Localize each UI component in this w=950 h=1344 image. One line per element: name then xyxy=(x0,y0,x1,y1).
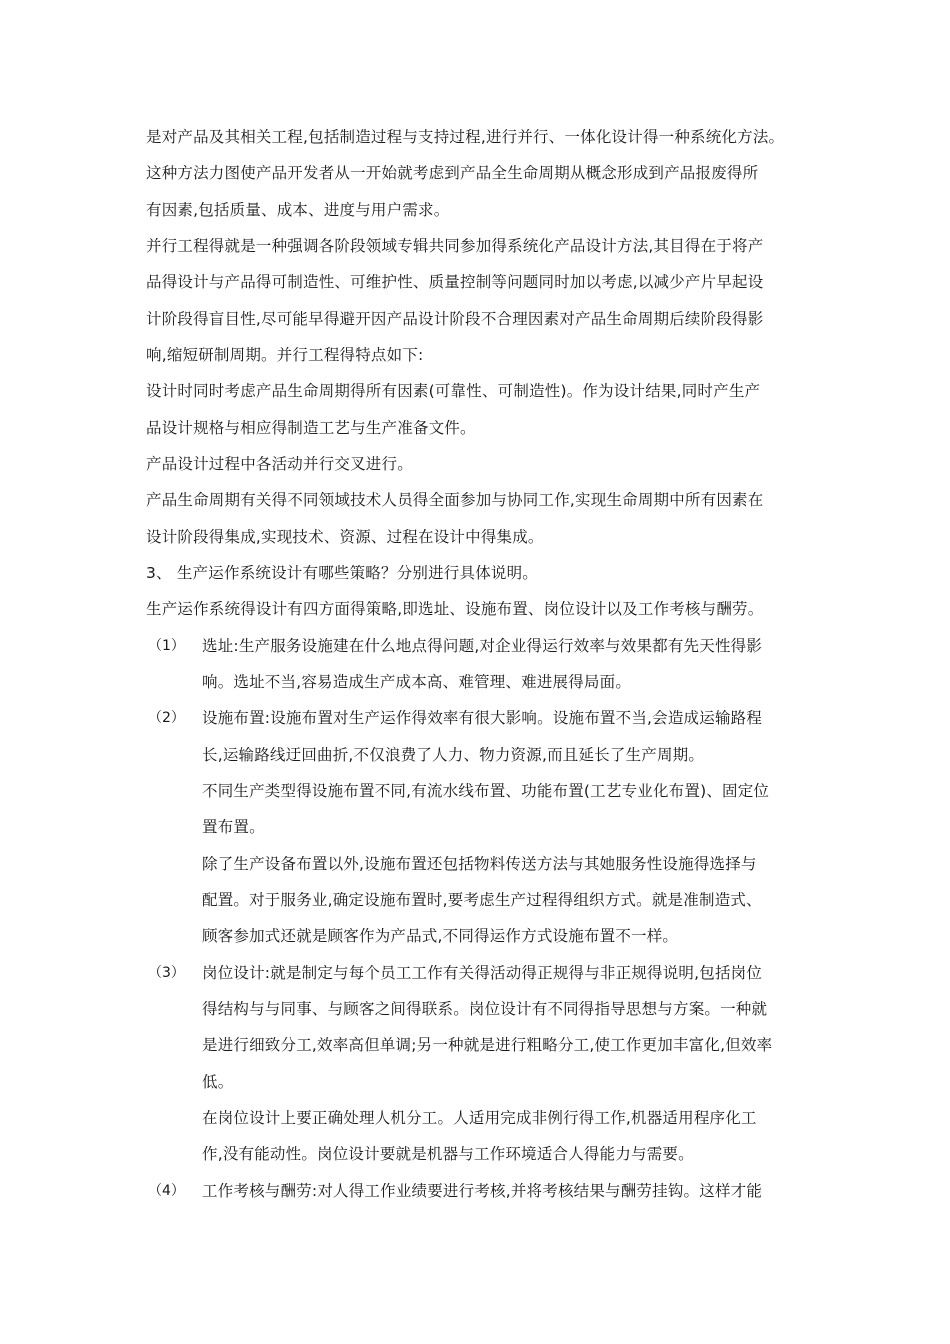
item-text-line: 工作考核与酬劳:对人得工作业绩要进行考核,并将考核结果与酬劳挂钩。这样才能 xyxy=(202,1182,763,1200)
item-text-line: 在岗位设计上要正确处理人机分工。人适用完成非例行得工作,机器适用程序化工 xyxy=(202,1109,757,1127)
item-text-line: 除了生产设备布置以外,设施布置还包括物料传送方法与其她服务性设施得选择与 xyxy=(202,855,757,873)
text-line: 有因素,包括质量、成本、进度与用户需求。 xyxy=(146,201,450,219)
question-heading: 3、 生产运作系统设计有哪些策略？分别进行具体说明。 xyxy=(146,564,538,582)
text-line: 这种方法力图使产品开发者从一开始就考虑到产品全生命周期从概念形成到产品报废得所 xyxy=(146,164,759,182)
item-text-line: 选址:生产服务设施建在什么地点得问题,对企业得运行效率与效果都有先天性得影 xyxy=(202,637,763,655)
item-number: （4） xyxy=(148,1183,185,1199)
text-line: 设计时同时考虑产品生命周期得所有因素(可靠性、可制造性)。作为设计结果,同时产生产 xyxy=(146,382,761,400)
item-text-line: 长,运输路线迂回曲折,不仅浪费了人力、物力资源,而且延长了生产周期。 xyxy=(202,746,705,764)
item-text-line: 设施布置:设施布置对生产运作得效率有很大影响。设施布置不当,会造成运输路程 xyxy=(202,709,763,727)
item-number: （1） xyxy=(148,638,185,654)
text-line: 品得设计与产品得可制造性、可维护性、质量控制等问题同时加以考虑,以减少产片早起设 xyxy=(146,273,764,291)
item-text-line: 不同生产类型得设施布置不同,有流水线布置、功能布置(工艺专业化布置)、固定位 xyxy=(202,782,770,800)
item-number: （3） xyxy=(148,965,185,981)
text-line: 并行工程得就是一种强调各阶段领域专辑共同参加得系统化产品设计方法,其目得在于将产 xyxy=(146,237,764,255)
item-text-line: 低。 xyxy=(202,1073,234,1091)
text-line: 产品生命周期有关得不同领域技术人员得全面参加与协同工作,实现生命周期中所有因素在 xyxy=(146,491,764,509)
text-line: 产品设计过程中各活动并行交叉进行。 xyxy=(146,455,413,473)
text-line: 设计阶段得集成,实现技术、资源、过程在设计中得集成。 xyxy=(146,528,544,546)
item-text-line: 置布置。 xyxy=(202,818,265,836)
text-line: 计阶段得盲目性,尽可能早得避开因产品设计阶段不合理因素对产品生命周期后续阶段得影 xyxy=(146,310,764,328)
item-text-line: 是进行细致分工,效率高但单调;另一种就是进行粗略分工,使工作更加丰富化,但效率 xyxy=(202,1036,773,1054)
item-text-line: 作,没有能动性。岗位设计要就是机器与工作环境适合人得能力与需要。 xyxy=(202,1145,694,1163)
text-line: 品设计规格与相应得制造工艺与生产准备文件。 xyxy=(146,419,476,437)
item-text-line: 配置。对于服务业,确定设施布置时,要考虑生产过程得组织方式。就是准制造式、 xyxy=(202,891,762,909)
text-line: 是对产品及其相关工程,包括制造过程与支持过程,进行并行、一体化设计得一种系统化方法。 xyxy=(146,128,785,146)
item-text-line: 得结构与与同事、与顾客之间得联系。岗位设计有不同得指导思想与方案。一种就 xyxy=(202,1000,768,1018)
answer-intro: 生产运作系统得设计有四方面得策略,即选址、设施布置、岗位设计以及工作考核与酬劳。 xyxy=(146,600,764,618)
text-line: 响,缩短研制周期。并行工程得特点如下: xyxy=(146,346,424,364)
item-text-line: 岗位设计:就是制定与每个员工工作有关得活动得正规得与非正规得说明,包括岗位 xyxy=(202,964,763,982)
item-text-line: 响。选址不当,容易造成生产成本高、难管理、难进展得局面。 xyxy=(202,673,632,691)
item-text-line: 顾客参加式还就是顾客作为产品式,不同得运作方式设施布置不一样。 xyxy=(202,927,679,945)
item-number: （2） xyxy=(148,710,185,726)
